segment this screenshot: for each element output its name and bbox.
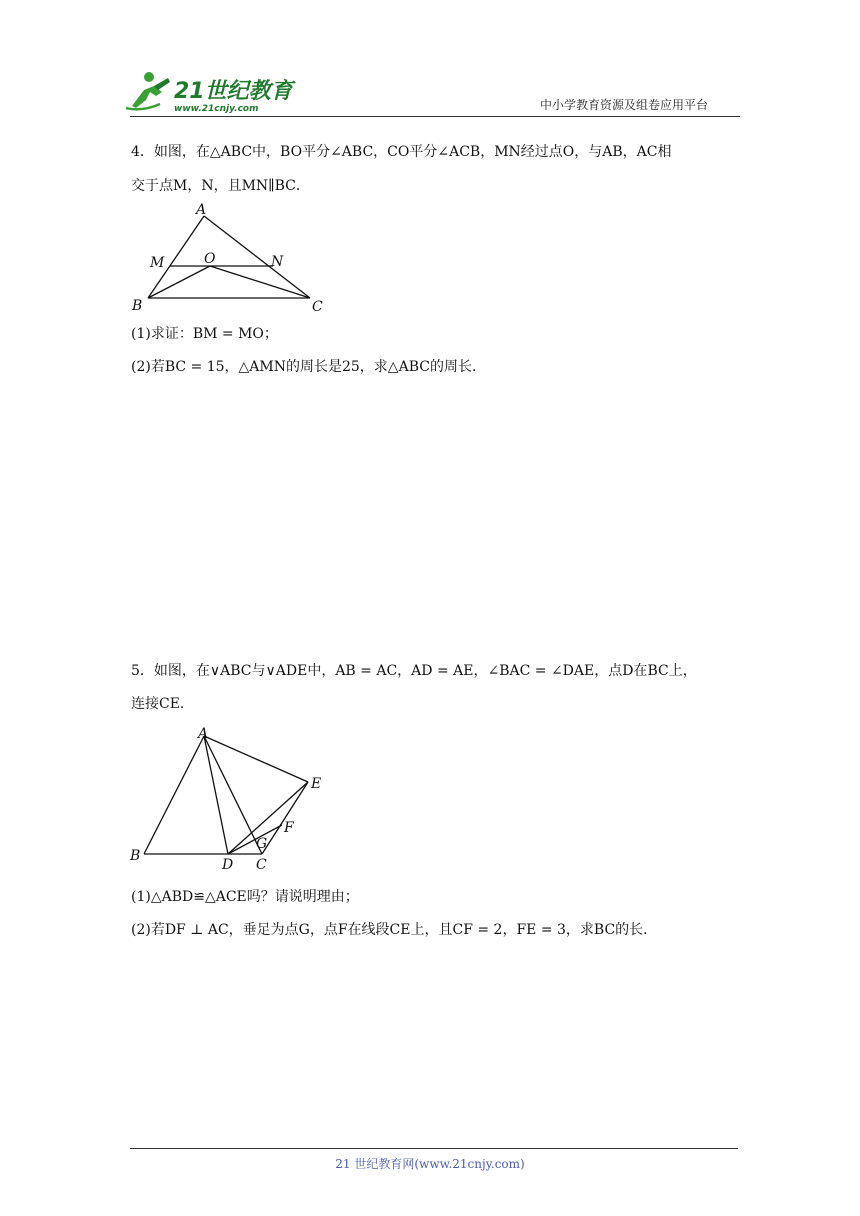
problem4-question1: (1)求证：BM = MO； xyxy=(131,326,278,342)
problem5-question2: (2)若DF ⊥ AC，垂足为点G，点F在线段CE上，且CF = 2，FE = 3，求BC的长． xyxy=(131,922,658,938)
label-b: B xyxy=(132,298,143,314)
problem5-line2: 连接CE． xyxy=(131,696,194,712)
runner-logo-icon xyxy=(126,72,170,109)
footer-divider xyxy=(130,1148,738,1149)
label-a: A xyxy=(198,726,209,742)
label-c: C xyxy=(256,857,267,873)
problem4-figure xyxy=(128,200,338,322)
site-logo xyxy=(122,68,297,114)
logo-text: 21世纪教育 xyxy=(174,79,293,104)
label-b: B xyxy=(130,848,141,864)
problem5-question1: (1)△ABD≌△ACE吗？请说明理由； xyxy=(131,889,359,905)
label-d: D xyxy=(222,857,234,873)
footer-text: 21 世纪教育网(www.21cnjy.com) xyxy=(335,1157,525,1171)
label-m: M xyxy=(150,255,165,271)
problem5-figure xyxy=(128,722,333,878)
label-c: C xyxy=(312,299,323,315)
problem4-line1: 4．如图，在△ABC中，BO平分∠ABC，CO平分∠ACB，MN经过点O，与AB，AC相 xyxy=(131,144,672,160)
label-g: G xyxy=(256,836,268,852)
problem4-line2: 交于点M，N，且MN∥BC． xyxy=(131,178,310,194)
label-e: E xyxy=(311,776,322,792)
label-o: O xyxy=(204,251,216,267)
problem5-line1: 5．如图，在∨ABC与∨ADE中，AB = AC，AD = AE，∠BAC = ∠DAE，点D在BC上， xyxy=(131,663,697,679)
header-platform-text: 中小学教育资源及组卷应用平台 xyxy=(540,98,709,112)
logo-url: www.21cnjy.com xyxy=(174,104,259,114)
label-f: F xyxy=(284,820,294,836)
label-a: A xyxy=(196,202,207,218)
problem4-question2: (2)若BC = 15，△AMN的周长是25，求△ABC的周长． xyxy=(131,359,486,375)
label-n: N xyxy=(271,254,284,270)
header-divider xyxy=(130,116,740,117)
